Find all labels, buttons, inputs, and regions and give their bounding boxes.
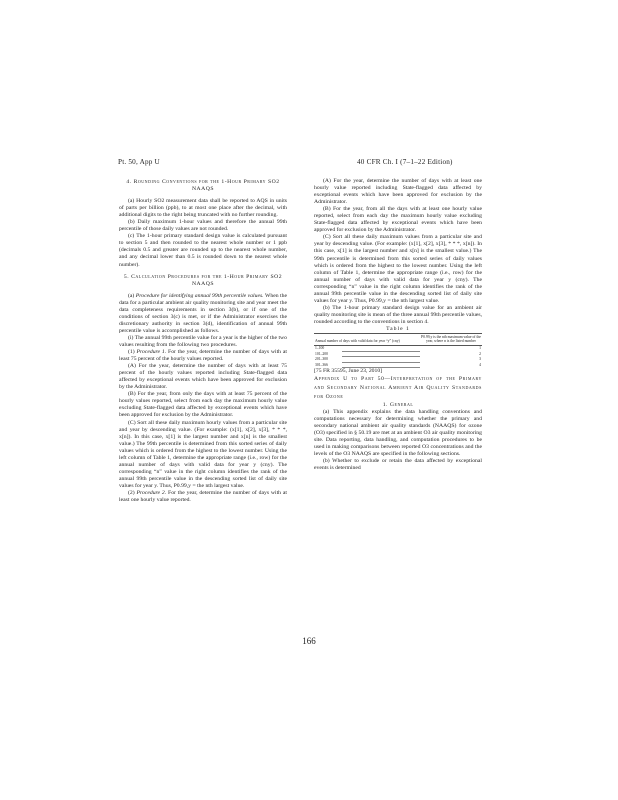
table-cell-range: 101–200 — [315, 351, 328, 356]
procedure-2: (2) Procedure 2. For the year, determine the number of days with at least one hourly value reported. — [119, 489, 287, 504]
general-heading: 1. General — [382, 402, 414, 409]
table-cell-n: 2 — [479, 351, 481, 356]
sec4-para-a: (a) Hourly SO2 measurement data shall be reported to AQS in units of parts per billion (ppb), to at most one place after the decimal, with additional digits to the right being truncated with no further rounding. — [119, 198, 287, 219]
table-leader — [342, 362, 420, 367]
right-column — [314, 178, 482, 472]
table-cell-range: 1–100 — [315, 346, 325, 351]
table-cell-range: 301–366 — [315, 362, 328, 367]
table-cell-range: 201–300 — [315, 357, 328, 362]
table-caption: Table 1 — [386, 325, 410, 332]
table-row — [314, 362, 482, 367]
table-1 — [314, 333, 482, 368]
appendix-title: Appendix U to Part 50—Interpretation of the Primary and Secondary National Ambient Air Quality Standards for Ozone — [314, 376, 482, 401]
procedure-2-c: (C) Sort all these daily maximum values from a particular site and year by descending value. (For example: (x[1], x[2], x[3], * * *, x[n]). In this case, x[1] is the largest number and x[n] is the smallest value.) The 99th percentile is determined from this sorted series of daily values which is ordered from the highest to the lowest number. Using the left column of Table 1, determine the appropriate range (i.e., row) for the annual number of days with valid data for year y (cny). The corresponding “n” value in the right column identifies the rank of the annual 99th percentile value in the descending sorted list of daily site values for year y. Thus, P0.99,y = the nth largest value. — [314, 234, 482, 304]
section-5-heading: 5. Calculation Procedures for the 1-Hour Primary SO2 NAAQS — [123, 273, 283, 287]
table-cell-n: 1 — [479, 346, 481, 351]
table-cell-n: 4 — [479, 362, 481, 367]
procedure-1-c: (C) Sort all these daily maximum hourly values from a particular site and year by descending value. (For example: (x[1], x[2], x[3], * * *, x[n]). In this case, x[1] is the largest number and x[n] is the smallest value.) The 99th percentile is determined from this sorted series of daily values which is ordered from the highest to the lowest number. Using the left column of Table 1, determine the appropriate range (i.e., row) for the annual number of days with valid data for year y (cny). The corresponding “n” value in the right column identifies the rank of the annual 99th percentile value in the descending sorted list of daily site values for year y. Thus, P0.99,y = the nth largest value. — [119, 419, 287, 489]
general-para-a: (a) This appendix explains the data handling conventions and computations necessary for determining whether the primary and secondary national ambient air quality standards (NAAQS) for ozone (O3) specified in § 50.19 are met at an ambient O3 air quality monitoring site. Data reporting, data handling, and computation procedures to be used in making comparisons between reported O3 concentrations and the levels of the O3 NAAQS are specified in the following sections. — [314, 409, 482, 458]
page-number: 166 — [302, 636, 316, 646]
running-header-right: 40 CFR Ch. I (7–1–22 Edition) — [357, 158, 453, 166]
left-column — [119, 178, 287, 504]
sec5-para-a: (a) Procedure for identifying annual 99th percentile values. When the data for a particular ambient air quality monitoring site and year meet the data completeness requirements in section 3(b), or if one of the conditions of section 3(c) is met, or if the Administrator exercises the discretionary authority in section 3(d), identification of annual 99th percentile value is accomplished as follows. — [119, 292, 288, 334]
procedure-1-title: Procedure 1. — [136, 349, 167, 356]
table-col1-header: Annual number of days with valid data for year “y” (cny) — [314, 334, 420, 346]
procedure-2-b: (B) For the year, from all the days with at least one hourly value reported, select from each day the maximum hourly value excluding State-flagged data affected by exceptional events which have been approved for exclusion by the Administrator. — [314, 206, 482, 234]
sec5-para-b: (b) The 1-hour primary standard design value for an ambient air quality monitoring site is mean of the three annual 99th percentile values, rounded according to the conventions in section 4. — [314, 304, 482, 325]
general-para-b: (b) Whether to exclude or retain the data affected by exceptional events is determined — [314, 458, 482, 472]
procedure-2-a: (A) For the year, determine the number of days with at least one hourly value reported including State-flagged data affected by exceptional events which have been approved for exclusion by the Administrator. — [314, 178, 482, 206]
procedure-1-b: (B) For the year, from only the days with at least 75 percent of the hourly values reported, select from each day the maximum hourly value excluding State-flagged data affected by exceptional events which have been approved for exclusion by the Administrator. — [119, 391, 287, 419]
procedure-1-text: For the year, determine the number of days with at least 75 percent of the hourly values reported. — [119, 349, 287, 363]
sec5-para-a-title: Procedure for identifying annual 99th percentile values. — [135, 292, 264, 299]
procedure-2-text: For the year, determine the number of days with at least one hourly value reported. — [119, 489, 287, 504]
citation: [75 FR 35595, June 23, 2010] — [314, 367, 383, 374]
running-header-left: Pt. 50, App U — [118, 158, 160, 166]
procedure-1-a: (A) For the year, determine the number of days with at least 75 percent of the hourly values reported including State-flagged data affected by exceptional events which have been approved for exclusion by the Administrator. — [119, 363, 287, 391]
section-4-heading: 4. Rounding Conventions for the 1-Hour Primary SO2 NAAQS — [126, 179, 280, 193]
procedure-2-title: Procedure 2. — [136, 489, 167, 496]
table-cell-n: 3 — [479, 357, 481, 362]
sec5-para-a-text: When the data for a particular ambient air quality monitoring site and year meet the data completeness requirements in section 3(b), or if one of the conditions of section 3(c) is met, or if the Administrator exercises the discretionary authority in section 3(d), identification of annual 99th percentile value is accomplished as follows. — [119, 292, 288, 334]
procedure-1: (1) Procedure 1. For the year, determine the number of days with at least 75 percent of the hourly values reported. — [119, 349, 287, 363]
sec5-para-i: (i) The annual 99th percentile value for a year is the higher of the two values resulting from the following two procedures. — [119, 334, 287, 348]
sec4-para-b: (b) Daily maximum 1-hour values and therefore the annual 99th percentile of those daily values are not rounded. — [119, 219, 287, 233]
table-col2-header: P0.99,y is the nth maximum value of the year, where n is the listed number — [421, 335, 481, 344]
sec4-para-c: (c) The 1-hour primary standard design value is calculated pursuant to section 5 and then rounded to the nearest whole number or 1 ppb (decimals 0.5 and greater are rounded up to the nearest whole number, and any decimal lower than 0.5 is rounded down to the nearest whole number). — [119, 233, 287, 268]
